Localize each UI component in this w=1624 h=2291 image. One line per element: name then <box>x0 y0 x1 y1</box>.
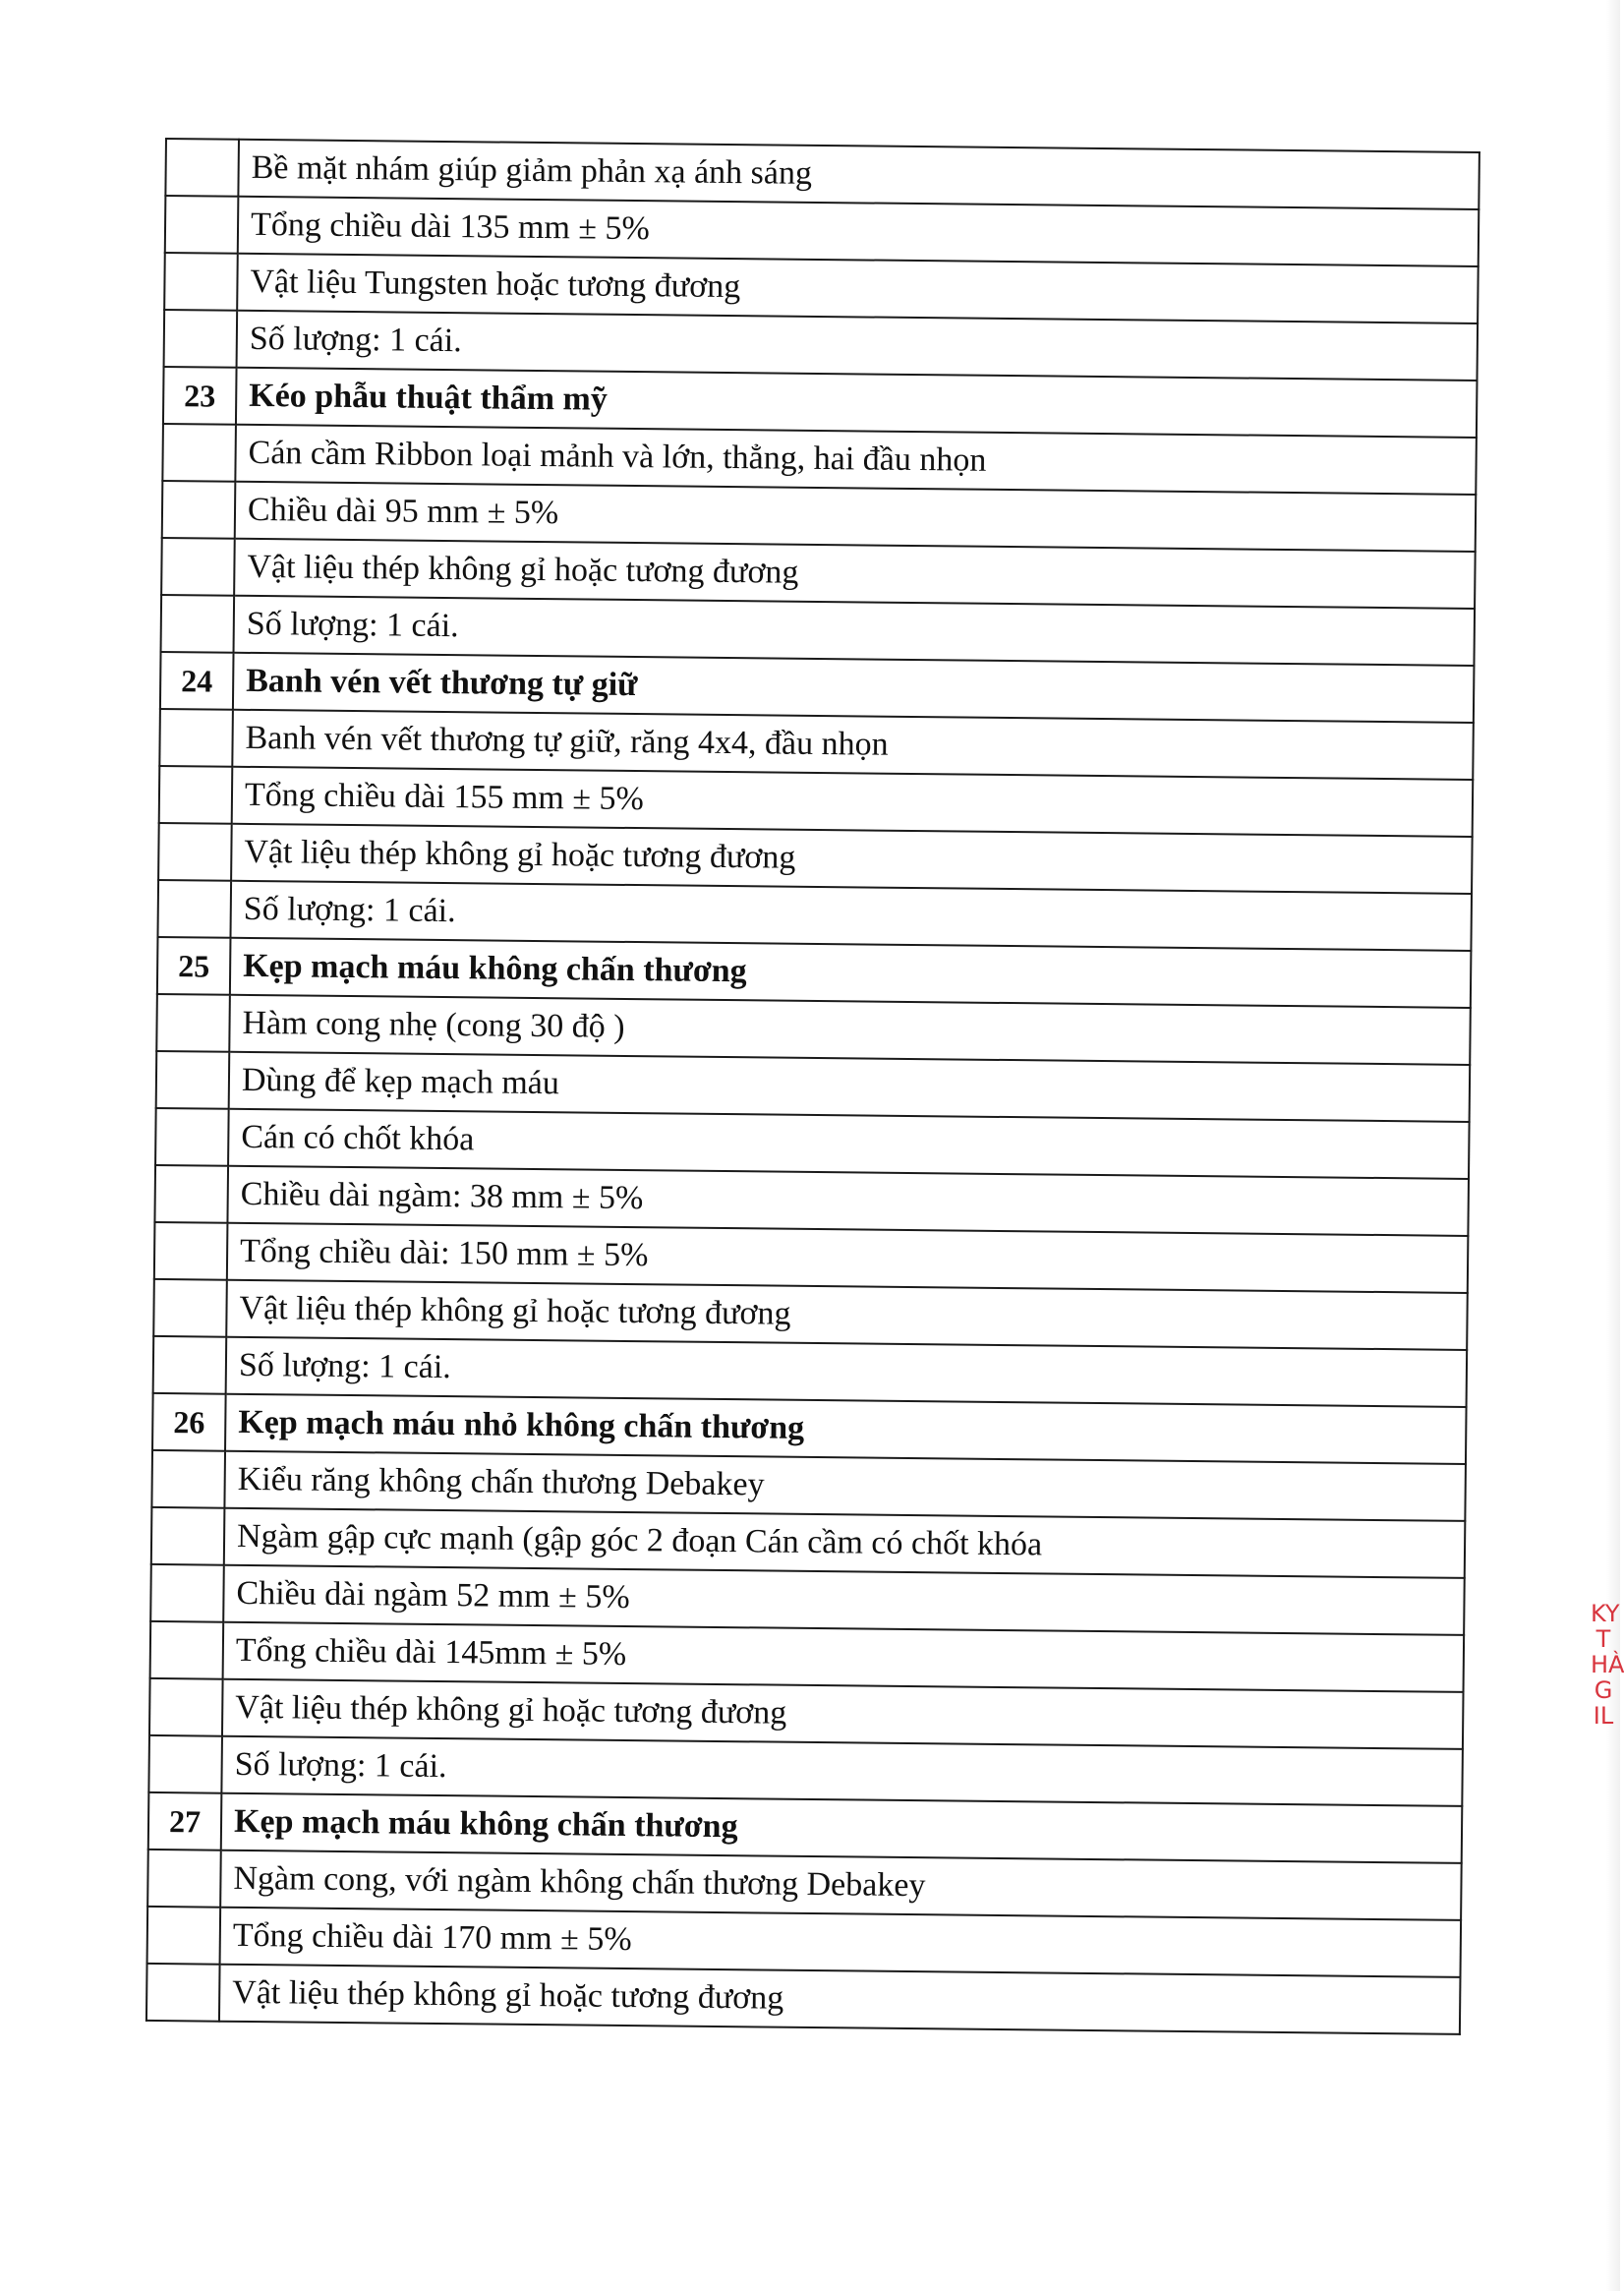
item-spec-cell: Cán có chốt khóa <box>228 1109 1470 1179</box>
item-number-cell <box>153 1279 227 1337</box>
item-spec-cell: Ngàm gập cực mạnh (gập góc 2 đoạn Cán cầm có chốt khóa <box>224 1508 1466 1578</box>
item-number-cell <box>164 310 238 368</box>
margin-stamp-line: HÀ <box>1591 1651 1624 1678</box>
margin-stamp-seal <box>1591 1600 1624 1730</box>
item-spec-cell: Vật liệu thép không gỉ hoặc tương đương <box>222 1679 1464 1749</box>
item-spec-cell: Kiểu răng không chấn thương Debakey <box>224 1451 1466 1521</box>
item-spec-cell: Tổng chiều dài: 150 mm ± 5% <box>227 1223 1469 1293</box>
item-number-cell <box>147 1907 221 1965</box>
item-spec-cell: Tổng chiều dài 145mm ± 5% <box>223 1622 1465 1692</box>
item-spec-cell: Tổng chiều dài 170 mm ± 5% <box>220 1908 1462 1977</box>
item-number-cell <box>162 481 236 539</box>
specification-table-body <box>146 139 1479 2034</box>
item-spec-cell: Vật liệu thép không gỉ hoặc tương đương <box>226 1280 1468 1350</box>
item-name-cell: Kẹp mạch máu không chấn thương <box>221 1793 1463 1863</box>
item-number-cell <box>165 196 239 254</box>
item-number-cell: 27 <box>148 1792 222 1850</box>
item-number-cell: 25 <box>157 937 231 995</box>
item-number-cell <box>159 709 233 767</box>
item-spec-cell: Vật liệu thép không gỉ hoặc tương đương <box>231 824 1473 894</box>
item-spec-cell: Banh vén vết thương tự giữ, răng 4x4, đầu nhọn <box>232 710 1474 780</box>
item-spec-cell: Số lượng: 1 cái. <box>221 1736 1463 1806</box>
margin-stamp-line: G <box>1594 1676 1613 1704</box>
item-number-cell <box>149 1678 223 1736</box>
item-name-cell: Banh vén vết thương tự giữ <box>233 653 1475 723</box>
item-number-cell: 24 <box>160 652 234 710</box>
item-spec-cell: Vật liệu Tungsten hoặc tương đương <box>237 254 1479 323</box>
item-name-cell: Kéo phẫu thuật thẩm mỹ <box>236 368 1478 438</box>
item-number-cell: 23 <box>163 367 237 425</box>
item-spec-cell: Chiều dài 95 mm ± 5% <box>235 482 1477 552</box>
item-number-cell <box>150 1564 224 1622</box>
item-number-cell <box>146 1964 220 2022</box>
item-number-cell <box>164 253 238 311</box>
item-spec-cell: Vật liệu thép không gỉ hoặc tương đương <box>234 539 1476 609</box>
item-number-cell <box>158 823 232 881</box>
item-spec-cell: Bề mặt nhám giúp giảm phản xạ ánh sáng <box>238 140 1479 209</box>
item-number-cell <box>155 1108 229 1166</box>
item-name-cell: Kẹp mạch máu nhỏ không chấn thương <box>225 1394 1467 1464</box>
item-spec-cell: Số lượng: 1 cái. <box>226 1337 1468 1407</box>
item-spec-cell: Số lượng: 1 cái. <box>237 311 1479 381</box>
item-number-cell <box>162 424 236 482</box>
item-number-cell <box>148 1735 222 1793</box>
item-number-cell <box>161 538 235 596</box>
item-number-cell <box>156 1051 230 1109</box>
item-number-cell <box>150 1621 224 1679</box>
margin-stamp-line: KY <box>1591 1600 1620 1627</box>
item-spec-cell: Tổng chiều dài 155 mm ± 5% <box>232 767 1474 837</box>
item-number-cell <box>153 1336 227 1394</box>
item-spec-cell: Cán cầm Ribbon loại mảnh và lớn, thẳng, hai đầu nhọn <box>235 425 1477 495</box>
margin-stamp-line: T <box>1595 1625 1611 1653</box>
scan-edge-shadow <box>1606 0 1620 2291</box>
item-number-cell <box>161 595 235 653</box>
item-number-cell <box>154 1222 228 1280</box>
item-number-cell <box>156 994 230 1052</box>
item-spec-cell: Dùng để kẹp mạch máu <box>229 1052 1471 1122</box>
item-number-cell <box>151 1507 225 1565</box>
item-spec-cell: Vật liệu thép không gỉ hoặc tương đương <box>219 1965 1461 2034</box>
item-number-cell <box>165 139 239 197</box>
item-spec-cell: Chiều dài ngàm 52 mm ± 5% <box>223 1565 1465 1635</box>
item-number-cell: 26 <box>152 1393 226 1451</box>
item-number-cell <box>157 880 231 938</box>
item-spec-cell: Chiều dài ngàm: 38 mm ± 5% <box>227 1166 1469 1236</box>
item-spec-cell: Tổng chiều dài 135 mm ± 5% <box>238 197 1479 266</box>
item-number-cell <box>159 766 233 824</box>
item-number-cell <box>154 1165 228 1223</box>
item-number-cell <box>147 1850 221 1908</box>
margin-stamp-line: IL <box>1593 1702 1614 1730</box>
item-name-cell: Kẹp mạch máu không chấn thương <box>230 938 1472 1008</box>
item-spec-cell: Ngàm cong, với ngàm không chấn thương Debakey <box>220 1850 1462 1920</box>
item-spec-cell: Số lượng: 1 cái. <box>234 596 1476 666</box>
item-spec-cell: Số lượng: 1 cái. <box>230 881 1472 951</box>
specification-table <box>145 138 1480 2035</box>
item-spec-cell: Hàm cong nhẹ (cong 30 độ ) <box>229 995 1471 1065</box>
item-number-cell <box>151 1450 225 1508</box>
